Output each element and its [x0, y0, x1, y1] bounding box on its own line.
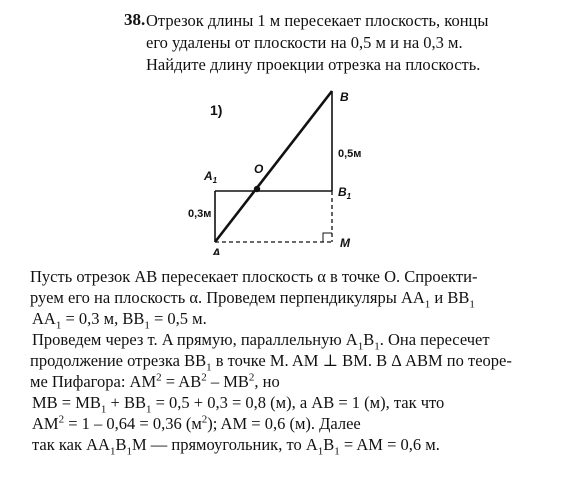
problem-line-3: Найдите длину проекции отрезка на плоскость. — [146, 55, 481, 74]
label-length-03: 0,3м — [188, 208, 212, 220]
label-o: O — [254, 162, 264, 176]
label-a1: $A_1$ — [204, 169, 218, 185]
figure-case-label: 1) — [210, 102, 223, 118]
label-a: A — [212, 246, 221, 255]
solution-line-4: Проведем через т. A прямую, параллельную $A_1B_1$. Она пересечет — [32, 330, 490, 353]
solution-line-9: так как $AA_1B_1M$ — прямоугольник, то $A_1B_1$ = AM = 0,6 м. — [32, 435, 440, 458]
problem-line-2: его удалены от плоскости на 0,5 м и на 0,3 м. — [146, 33, 463, 52]
right-angle-marker — [323, 233, 332, 242]
label-b1: $B_1$ — [338, 185, 352, 201]
figure-svg — [180, 85, 380, 255]
solution-line-7: MB = $MB_1 + BB_1 = 0,5 + 0,3 = 0,8$ (м), а AB = 1 (м), так что — [32, 393, 445, 416]
solution-line-5: продолжение отрезка $BB_1$ в точке M. AM ⊥ BM. В Δ ABM по теоре- — [30, 351, 512, 374]
problem-line-1: Отрезок длины 1 м пересекает плоскость, концы — [146, 11, 489, 30]
solution-line-2: руем его на плоскость α. Проведем перпендикуляры $AA_1$ и $BB_1$ — [30, 288, 475, 311]
label-b: B — [340, 90, 349, 104]
point-o — [254, 186, 260, 192]
problem-number: 38. — [124, 10, 146, 29]
segment-a-b — [215, 91, 332, 242]
label-m: M — [340, 236, 350, 250]
solution-line-8: $AM^2 = 1 - 0,64 = 0,36$ $(м^2)$; AM = 0,6 (м). Далее — [32, 413, 361, 433]
solution-text — [30, 266, 550, 458]
problem-statement — [146, 10, 556, 76]
label-length-05: 0,5м — [338, 148, 362, 160]
solution-line-1: Пусть отрезок AB пересекает плоскость α в точке O. Спроекти- — [30, 267, 478, 286]
geometry-figure — [180, 85, 380, 260]
solution-line-3: $AA_1 = 0,3$ м, $BB_1 = 0,5$ м. — [32, 309, 207, 332]
solution-line-6: ме Пифагора: $AM^2 = AB^2 - MB^2$, но — [30, 371, 280, 391]
